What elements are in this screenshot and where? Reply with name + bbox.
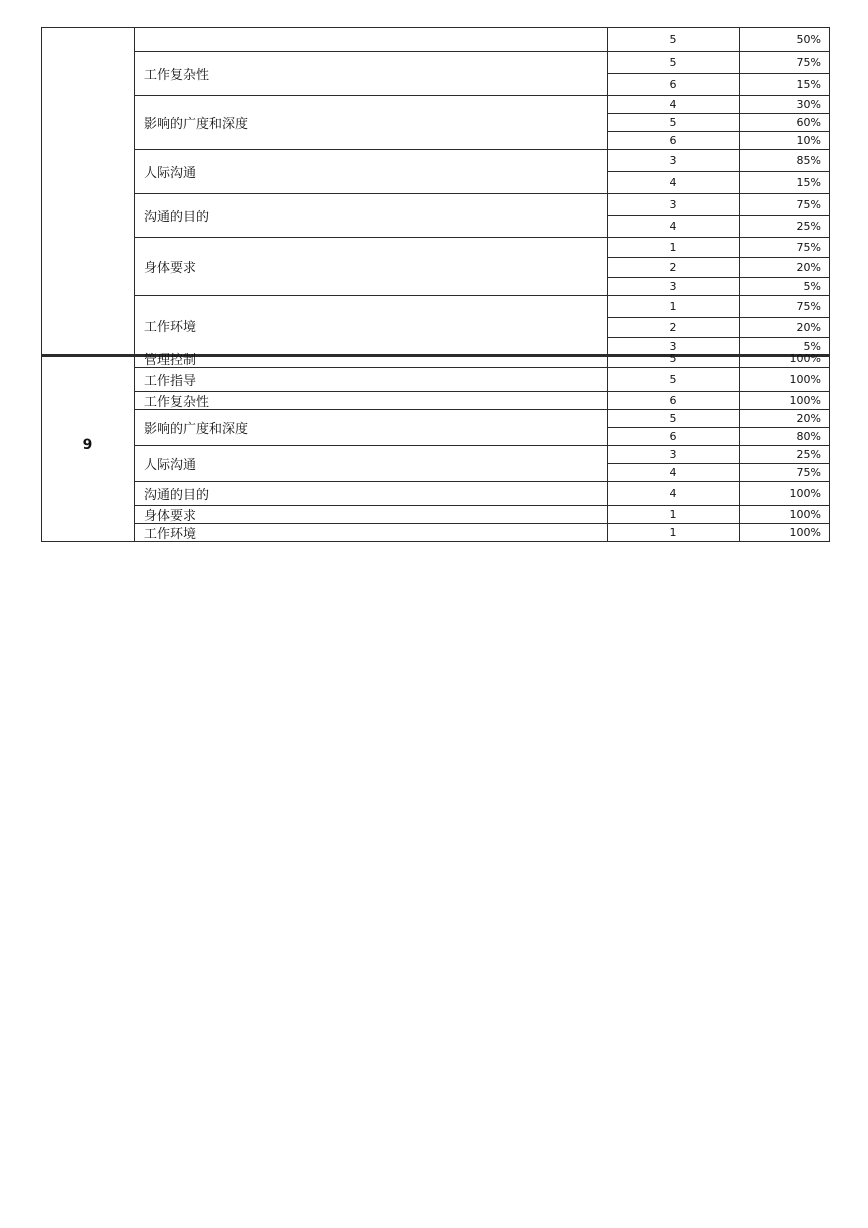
factor-name-cell: 人际沟通 [144,457,197,473]
percentage-cell: 25% [796,219,821,233]
level-cell: 4 [669,219,677,233]
level-cell: 5 [669,55,677,69]
percentage-cell: 10% [796,133,821,147]
level-cell: 1 [669,299,677,313]
level-cell: 4 [669,486,677,500]
factor-name-cell: 工作复杂性 [144,394,210,409]
percentage-cell: 100% [789,372,821,386]
factor-name-cell [134,27,607,51]
level-cell: 2 [669,260,677,274]
percentage-cell: 75% [796,299,821,313]
percentage-cell: 80% [796,429,821,443]
percentage-cell: 60% [796,115,821,129]
grade-cell [41,27,134,355]
level-cell: 6 [669,133,677,147]
factor-name-cell: 人际沟通 [144,165,197,181]
factor-name-cell: 工作环境 [144,319,197,335]
level-cell: 3 [669,447,677,461]
level-cell: 6 [669,77,677,91]
grade-cell: 9 [82,437,93,453]
level-cell: 3 [669,339,677,353]
percentage-cell: 20% [796,411,821,425]
level-cell: 4 [669,175,677,189]
percentage-cell: 50% [796,32,821,46]
percentage-cell: 100% [789,525,821,539]
column-border-4 [829,27,830,542]
level-cell: 3 [669,153,677,167]
level-cell: 4 [669,97,677,111]
level-cell: 3 [669,279,677,293]
percentage-cell: 20% [796,320,821,334]
factor-name-cell: 工作复杂性 [144,67,210,83]
level-cell: 1 [669,240,677,254]
percentage-cell: 15% [796,77,821,91]
level-cell: 5 [669,115,677,129]
level-cell: 5 [669,372,677,386]
level-cell: 4 [669,465,677,479]
level-cell: 6 [669,393,677,407]
factor-name-cell: 身体要求 [144,260,197,276]
factor-name-cell: 沟通的目的 [144,487,210,503]
percentage-cell: 20% [796,260,821,274]
level-cell: 5 [669,411,677,425]
percentage-cell: 5% [803,339,821,353]
column-border-3 [739,27,740,542]
percentage-cell: 75% [796,55,821,69]
factor-name-cell: 影响的广度和深度 [144,116,249,132]
percentage-cell: 75% [796,465,821,479]
percentage-cell: 75% [796,240,821,254]
level-cell: 6 [669,429,677,443]
level-cell: 1 [669,507,677,521]
percentage-cell: 15% [796,175,821,189]
column-border-1 [134,27,135,542]
column-border-2 [607,27,608,542]
table-bottom-border [41,541,830,542]
percentage-cell: 25% [796,447,821,461]
factor-name-cell: 沟通的目的 [144,209,210,225]
percentage-cell: 100% [789,393,821,407]
percentage-cell: 100% [789,351,821,365]
column-border-0 [41,27,42,542]
percentage-cell: 5% [803,279,821,293]
factor-name-cell: 影响的广度和深度 [144,421,249,437]
percentage-cell: 85% [796,153,821,167]
factor-name-cell: 工作指导 [144,373,197,389]
level-cell: 2 [669,320,677,334]
factor-name-cell: 工作环境 [144,526,197,541]
factor-name-cell: 身体要求 [144,508,197,523]
level-cell: 3 [669,197,677,211]
percentage-cell: 100% [789,486,821,500]
level-cell: 5 [669,32,677,46]
factor-name-cell: 管理控制 [144,352,197,367]
percentage-cell: 100% [789,507,821,521]
level-cell: 1 [669,525,677,539]
table-top-border [41,27,830,28]
percentage-cell: 75% [796,197,821,211]
level-cell: 5 [669,351,677,365]
percentage-cell: 30% [796,97,821,111]
